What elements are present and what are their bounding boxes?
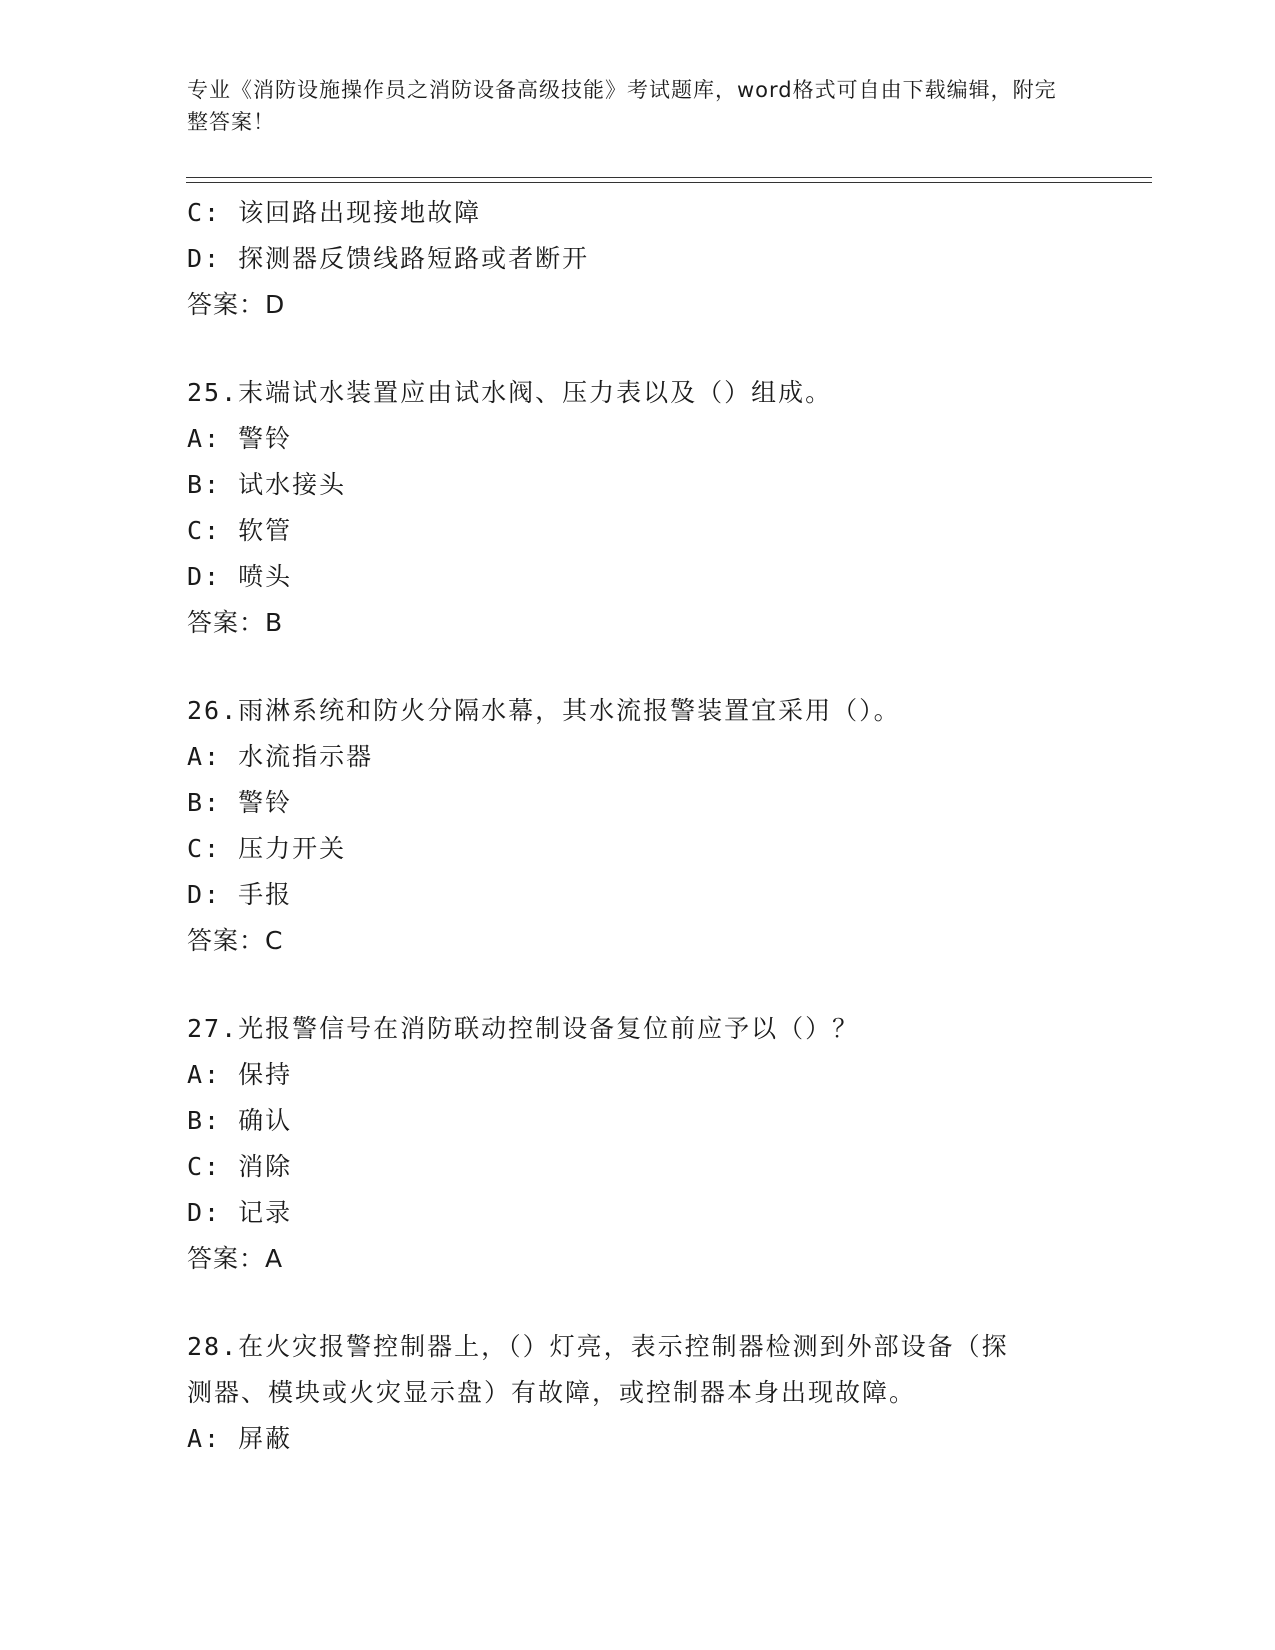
option-text: 警铃 (238, 424, 293, 453)
spacer (187, 964, 1087, 1006)
option-letter: A: (187, 1424, 222, 1453)
option-text: 压力开关 (238, 834, 347, 863)
option-letter: D: (187, 880, 222, 909)
option-text: 消除 (238, 1152, 293, 1181)
option-b (187, 1098, 1087, 1144)
answer-line: 答案：A (187, 1244, 284, 1273)
option-c (187, 508, 1087, 554)
header-rule-top (186, 177, 1152, 178)
header-rule-bottom (186, 182, 1152, 183)
option-text: 探测器反馈线路短路或者断开 (238, 244, 590, 273)
option-text: 喷头 (238, 562, 293, 591)
spacer (187, 1282, 1087, 1324)
option-b (187, 780, 1087, 826)
option-text: 警铃 (238, 788, 293, 817)
option-letter: C: (187, 198, 222, 227)
option-text: 屏蔽 (238, 1424, 293, 1453)
question-stem: 27.光报警信号在消防联动控制设备复位前应予以（）？ (187, 1014, 860, 1043)
option-text: 确认 (238, 1106, 293, 1135)
option-text: 试水接头 (238, 470, 347, 499)
option-text: 该回路出现接地故障 (238, 198, 482, 227)
option-letter: C: (187, 834, 222, 863)
option-letter: C: (187, 516, 222, 545)
spacer (187, 328, 1087, 370)
option-letter: A: (187, 742, 222, 771)
option-c (187, 190, 1087, 236)
answer-line: 答案：C (187, 926, 284, 955)
option-b (187, 462, 1087, 508)
option-d (187, 554, 1087, 600)
question-content (187, 190, 1087, 1462)
option-letter: B: (187, 788, 222, 817)
document-header: 专业《消防设施操作员之消防设备高级技能》考试题库，word格式可自由下载编辑，附完整答案！ (187, 78, 1057, 134)
option-letter: B: (187, 470, 222, 499)
question-stem: 28.在火灾报警控制器上，（）灯亮，表示控制器检测到外部设备（探 (187, 1332, 1009, 1361)
option-a (187, 1416, 1087, 1462)
option-letter: D: (187, 1198, 222, 1227)
option-c (187, 1144, 1087, 1190)
option-text: 手报 (238, 880, 293, 909)
option-letter: A: (187, 1060, 222, 1089)
option-text: 记录 (238, 1198, 293, 1227)
option-text: 软管 (238, 516, 293, 545)
answer-line: 答案：B (187, 608, 284, 637)
option-letter: B: (187, 1106, 222, 1135)
option-a (187, 416, 1087, 462)
option-text: 保持 (238, 1060, 293, 1089)
option-text: 水流指示器 (238, 742, 374, 771)
option-d (187, 1190, 1087, 1236)
spacer (187, 646, 1087, 688)
option-letter: D: (187, 562, 222, 591)
option-d (187, 236, 1087, 282)
option-d (187, 872, 1087, 918)
option-a (187, 1052, 1087, 1098)
question-stem: 26.雨淋系统和防火分隔水幕，其水流报警装置宜采用（）。 (187, 696, 901, 725)
question-stem-continued: 测器、模块或火灾显示盘）有故障，或控制器本身出现故障。 (187, 1378, 917, 1407)
question-stem: 25.末端试水装置应由试水阀、压力表以及（）组成。 (187, 378, 833, 407)
option-letter: D: (187, 244, 222, 273)
option-letter: C: (187, 1152, 222, 1181)
answer-line: 答案：D (187, 290, 286, 319)
option-a (187, 734, 1087, 780)
option-letter: A: (187, 424, 222, 453)
option-c (187, 826, 1087, 872)
